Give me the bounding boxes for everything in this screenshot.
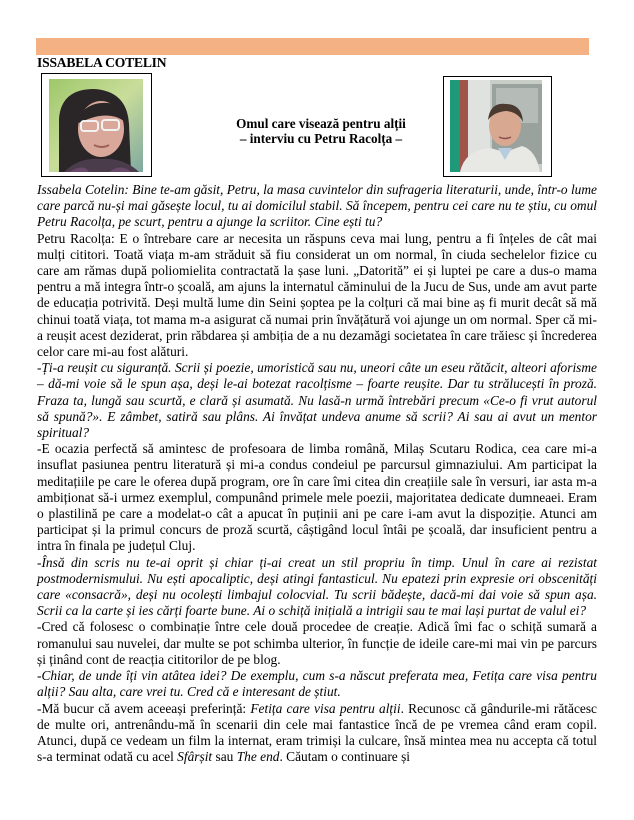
answer-4-text-g: . Căutam o continuare și bbox=[279, 749, 411, 765]
answer-1: Petru Racolța: E o întrebare care ar necesita un răspuns ceva mai lung, pentru a fi înțeles de cât mai mulți cititori. Toată viața m-am străduit să fiu considerat un om normal, în ciuda sechelelor fizice cu care am rămas după poliomielita contractată la șase luni. „Datorită” ei și luptei pe care a dus-o mama pentru a mă integra într-o școală, am ajuns la internatul căminului de la Jucu de Sus, unde am avut parte de educația potrivită. Deși multă lume din Seini șoptea pe la colțuri că mai bine aș fi murit decât să mă chinui toată viața, tot mama m-a asigurat că numai prin învățătură voi ajunge un om normal. Sper că mi-a reușit acest deziderat, prin răbdarea și ambiția de a nu dezamăgi societatea în care trăiesc și încrederea celor care mi-au fost alături. bbox=[37, 230, 597, 360]
article-subtitle: – interviu cu Petru Racolța – bbox=[239, 130, 403, 146]
portrait-man-image bbox=[450, 80, 542, 172]
article-title-main: Omul care visează pentru alții bbox=[236, 116, 406, 131]
author-name: ISSABELA COTELIN bbox=[37, 55, 167, 70]
interviewer-photo bbox=[49, 79, 143, 172]
interviewee-photo bbox=[450, 80, 542, 172]
answer-4-text-c: . Recunosc că gândurile-mi rătăcesc de multe ori, antrenându-mă în scenarii din cele mai fantastice încă de pe vremea când eram copil. Atunci, după ce vedeam un film la internat, eram trimiși la culcare, însă mintea mea nu accepta că totul s-a terminat odată cu acel bbox=[37, 700, 597, 765]
the-end-italic: The end bbox=[236, 749, 280, 765]
answer-3: -Cred că folosesc o combinație între cele două procedee de creație. Adică îmi fac o schiță sumară a romanului sau nuvelei, dar multe se pot schimba ulterior, în funcție de ideile care-mi mai vin pe parcurs și ținând cont de reacția cititorilor de pe blog. bbox=[37, 619, 597, 667]
question-2: -Ți-a reușit cu siguranță. Scrii și poezie, umoristică sau nu, uneori câte un eseu rătăcit, alteori aforisme – dă-mi voie să le spun așa, deși le-ai botezat racolțisme – foarte reușite. Dar tu strălucești în proză. Fraza ta, lungă sau scurtă, e clară și asumată. Nu lasă-n urmă întrebări precum «Ce-o fi vrut autorul să spună?». E zâmbet, satiră sau plâns. Ai învățat undeva anume să scrii? Ai sau ai avut un mentor spiritual? bbox=[37, 360, 597, 441]
article-title bbox=[170, 117, 472, 146]
interview-body bbox=[37, 182, 597, 765]
portrait-woman-image bbox=[49, 79, 143, 172]
interviewer-photo-frame bbox=[41, 73, 152, 177]
header-accent-bar bbox=[36, 38, 589, 55]
book-title-italic: Fetița care visa pentru alții bbox=[250, 700, 401, 716]
answer-4-text-a: -Mă bucur că avem aceeași preferință: bbox=[37, 700, 251, 716]
answer-4 bbox=[37, 701, 597, 766]
answer-4-text-e: sau bbox=[212, 749, 237, 765]
answer-2: -E ocazia perfectă să amintesc de profesoara de limba română, Milaș Scutaru Rodica, cea care mi-a insuflat pasiunea pentru literatură și mi-a condus condeiul pe parcursul gimnaziului. Am participat la meditațiile pe care le oferea după program, ore în care îmi citea din creațiile sale în versuri, iar asta m-a ambiționat să-i urmez exemplul, compunând primele mele poezii, majoritatea dedicate dumneaei. Eram o plastilină pe care a modelat-o cât a apucat în puținii ani pe care i-am avut la dispoziție. Atunci am participat și la primul concurs de proză scurtă, câștigând locul întâi pe școală, dar insuficient pentru a intra în finala pe județul Cluj. bbox=[37, 441, 597, 554]
question-3: -Însă din scris nu te-ai oprit și chiar ți-ai creat un stil propriu în timp. Unul în care ai rezistat postmodernismului. Nu ești apocaliptic, deși atingi fantasticul. Nu epatezi prin expresie ori obscenități care «consacră», deși nu ocolești limbajul colocvial. Tu scrii bădește, dacă-mi dai voie să spun așa. Scrii ca la carte și ies cărți foarte bune. Ai o schiță inițială a intrigii sau te mai lași purtat de valul ei? bbox=[37, 554, 597, 619]
question-1: Issabela Cotelin: Bine te-am găsit, Petru, la masa cuvintelor din sufrageria literaturii, unde, într-o lume care parcă nu-și mai găsește locul, tu ai domicilul stabil. Să începem, pentru cei care nu te știu, cu omul Petru Racolța, pe scurt, pentru a ajunge la scriitor. Cine ești tu? bbox=[37, 182, 597, 230]
question-4: -Chiar, de unde îți vin atâtea idei? De exemplu, cum s-a născut preferata mea, Fetița care visa pentru alții? Sau alta, care vrei tu. Cred că e interesant de știut. bbox=[37, 668, 597, 700]
interviewee-photo-frame bbox=[443, 76, 552, 177]
sfarsit-italic: Sfârșit bbox=[177, 749, 213, 765]
